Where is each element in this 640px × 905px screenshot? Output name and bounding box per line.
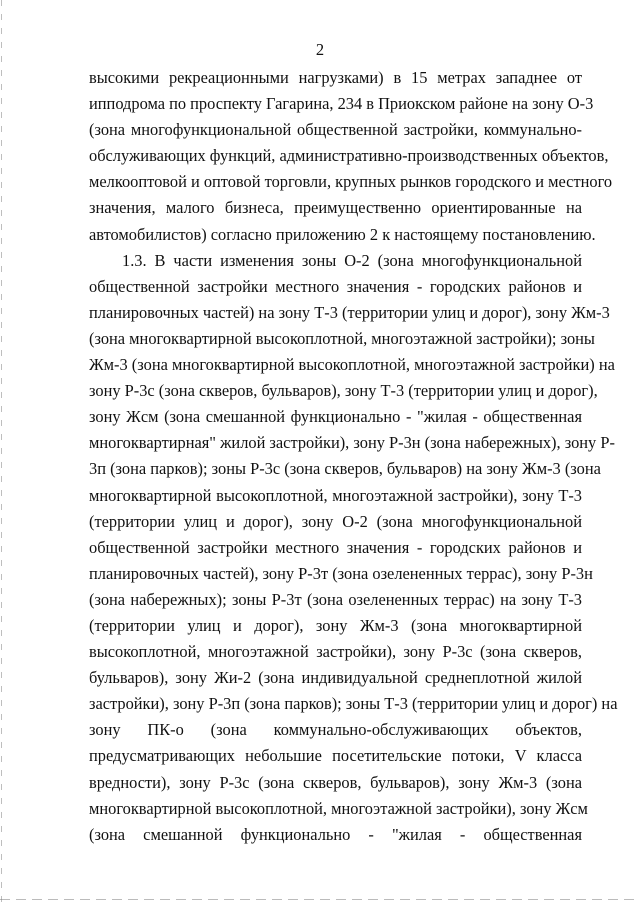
page-number: 2 bbox=[315, 40, 325, 59]
text-line: многоквартирная" жилой застройки), зону Р-3н (зона набережных), зону Р- bbox=[89, 433, 615, 453]
text-line: (зона многоквартирной высокоплотной, многоэтажной застройки); зоны bbox=[89, 328, 595, 348]
text-line: значения, малого бизнеса, преимущественно ориентированные на bbox=[89, 198, 582, 218]
text-line: планировочных частей), зону Р-3т (зона озелененных террас), зону Р-3н bbox=[89, 563, 593, 583]
text-line: обслуживающих функций, административно-производственных объектов, bbox=[89, 146, 609, 166]
text-line: бульваров), зону Жи-2 (зона индивидуальной среднеплотной жилой bbox=[89, 668, 582, 688]
text-line: автомобилистов) согласно приложению 2 к настоящему постановлению. bbox=[89, 224, 596, 244]
text-line: застройки), зону Р-3п (зона парков); зоны Т-3 (территории улиц и дорог) на bbox=[89, 694, 618, 714]
scan-bottom-edge bbox=[0, 899, 640, 900]
text-line: зону Р-3с (зона скверов, бульваров), зону Т-3 (территории улиц и дорог), bbox=[89, 381, 598, 401]
text-line: ипподрома по проспекту Гагарина, 234 в Приокском районе на зону О-3 bbox=[89, 94, 594, 114]
scan-edge-mark bbox=[1, 0, 2, 905]
text-line: многоквартирной высокоплотной, многоэтажной застройки), зону Жсм bbox=[89, 798, 588, 818]
text-line: многоквартирной высокоплотной, многоэтажной застройки), зону Т-3 bbox=[89, 485, 582, 505]
text-line: зону Жсм (зона смешанной функционально - "жилая - общественная bbox=[89, 407, 582, 427]
text-line: зону ПК-о (зона коммунально-обслуживающих объектов, bbox=[89, 720, 582, 740]
text-line: (территории улиц и дорог), зону О-2 (зона многофункциональной bbox=[89, 511, 582, 531]
text-line: (зона многофункциональной общественной застройки, коммунально- bbox=[89, 120, 582, 140]
text-line: (зона смешанной функционально - "жилая - общественная bbox=[89, 824, 582, 844]
text-line: предусматривающих небольшие посетительские потоки, V класса bbox=[89, 746, 582, 766]
text-line: Жм-3 (зона многоквартирной высокоплотной, многоэтажной застройки) на bbox=[89, 355, 615, 375]
text-line: планировочных частей) на зону Т-3 (территории улиц и дорог), зону Жм-3 bbox=[89, 302, 610, 322]
text-line: общественной застройки местного значения - городских районов и bbox=[89, 276, 582, 296]
text-line: (зона набережных); зоны Р-3т (зона озелененных террас) на зону Т-3 bbox=[89, 589, 582, 609]
text-line: общественной застройки местного значения - городских районов и bbox=[89, 537, 582, 557]
text-line: высокими рекреационными нагрузками) в 15 метрах западнее от bbox=[89, 68, 582, 87]
text-line: высокоплотной, многоэтажной застройки), зону Р-3с (зона скверов, bbox=[89, 642, 582, 662]
document-body bbox=[89, 65, 618, 848]
text-line: вредности), зону Р-3с (зона скверов, бульваров), зону Жм-3 (зона bbox=[89, 772, 582, 792]
text-line: 1.3. В части изменения зоны О-2 (зона многофункциональной bbox=[122, 250, 582, 270]
text-line: (территории улиц и дорог), зону Жм-3 (зона многоквартирной bbox=[89, 615, 582, 635]
text-line: 3п (зона парков); зоны Р-3с (зона скверов, бульваров) на зону Жм-3 (зона bbox=[89, 459, 601, 479]
text-line: мелкооптовой и оптовой торговли, крупных рынков городского и местного bbox=[89, 172, 613, 192]
